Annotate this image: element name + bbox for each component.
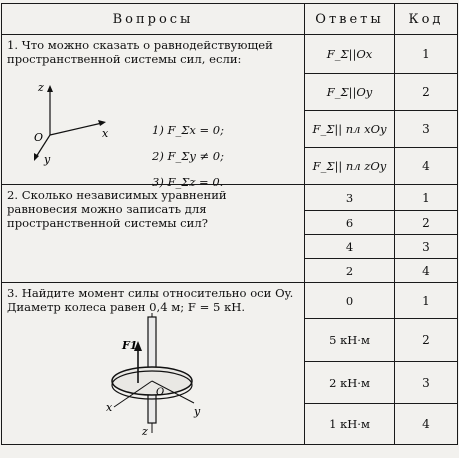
wheel-diagram <box>92 311 212 441</box>
wheel-origin-label: O <box>156 387 165 398</box>
q3-answer-3: 2 кН·м <box>305 362 395 404</box>
axis-z-label: z <box>38 81 44 94</box>
q1-code-1: 1 <box>395 35 458 74</box>
q2-code-4: 4 <box>395 259 458 283</box>
question-3-text: 3. Найдите момент силы относительно оси Oy. Диаметр колеса равен 0,4 м; F = 5 кН. <box>7 286 294 314</box>
condition-1: 1) F_Σx = 0; <box>152 123 224 137</box>
q3-answer-1: 0 <box>305 283 395 319</box>
axes-diagram <box>20 77 120 177</box>
q1-code-4: 4 <box>395 148 458 185</box>
question-3 <box>2 283 305 445</box>
axis-x-label: x <box>102 127 109 140</box>
q2-code-3: 3 <box>395 235 458 259</box>
q2-answer-3: 4 <box>305 235 395 259</box>
quiz-table <box>1 3 458 445</box>
wheel-x-label: x <box>106 401 113 414</box>
q2-code-1: 1 <box>395 185 458 211</box>
condition-3: 3) F_Σz = 0. <box>152 175 224 189</box>
question-2-text: 2. Сколько независимых уравнений равновесия можно записать для пространственной системы сил? <box>7 188 227 230</box>
q3-code-1: 1 <box>395 283 458 319</box>
axis-y-label: y <box>44 153 51 166</box>
header-code: Код <box>395 4 458 35</box>
question-2 <box>2 185 305 283</box>
q3-answer-4: 1 кН·м <box>305 404 395 445</box>
q2-answer-2: 6 <box>305 211 395 235</box>
q1-answer-3: F_Σ|| пл xOy <box>305 111 395 148</box>
q1-code-3: 3 <box>395 111 458 148</box>
q3-code-3: 3 <box>395 362 458 404</box>
q2-code-2: 2 <box>395 211 458 235</box>
q1-answer-1: F_Σ||Ox <box>305 35 395 74</box>
wheel-z-label: z <box>142 425 148 438</box>
q3-code-2: 2 <box>395 319 458 362</box>
question-1 <box>2 35 305 189</box>
q3-code-4: 4 <box>395 404 458 445</box>
question-1-text: 1. Что можно сказать о равнодействующей пространственной системы сил, если: <box>7 38 273 66</box>
header-questions: Вопросы <box>2 4 305 35</box>
q1-answer-2: F_Σ||Oy <box>305 74 395 111</box>
header-answers: Ответы <box>305 4 395 35</box>
q1-code-2: 2 <box>395 74 458 111</box>
q1-answer-4: F_Σ|| пл zOy <box>305 148 395 185</box>
force-label: F1 <box>122 339 138 352</box>
q2-answer-1: 3 <box>305 185 395 211</box>
origin-label: O <box>34 131 44 144</box>
wheel-y-label: y <box>194 405 201 418</box>
q3-answer-2: 5 кН·м <box>305 319 395 362</box>
q2-answer-4: 2 <box>305 259 395 283</box>
condition-2: 2) F_Σy ≠ 0; <box>152 149 224 163</box>
